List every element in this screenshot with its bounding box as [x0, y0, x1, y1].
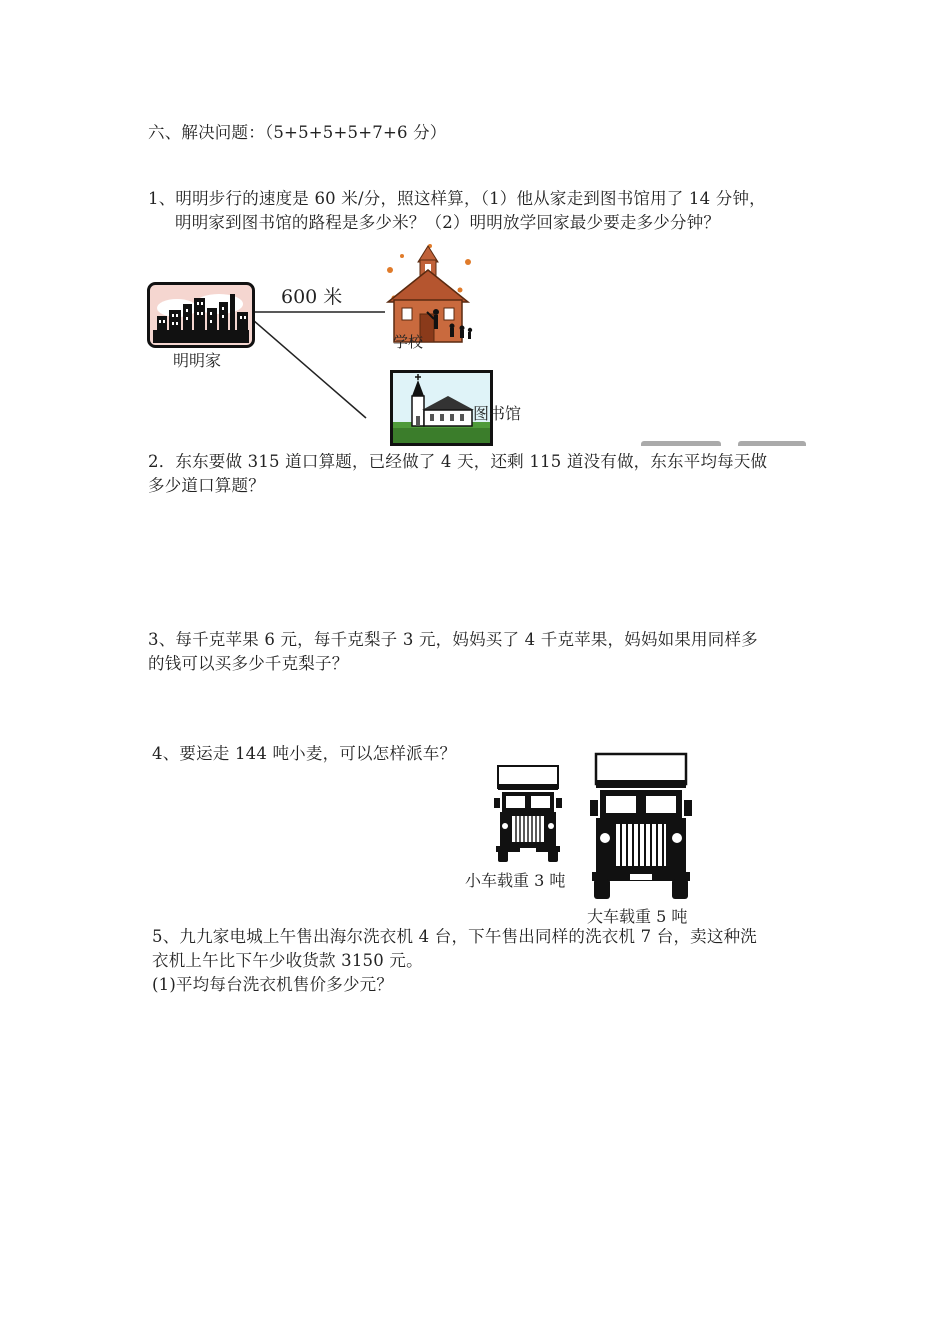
home-label: 明明家 [173, 351, 222, 370]
q2-line1: 2．东东要做 315 道口算题，已经做了 4 天，还剩 115 道没有做，东东平均每天做 [148, 452, 768, 471]
q5-line2: 衣机上午比下午少收货款 3150 元。 [152, 951, 423, 970]
home-city-icon [147, 282, 255, 348]
library-label: 图书馆 [473, 404, 522, 423]
grey-tab-left [641, 441, 721, 446]
school-label: 学校 [393, 333, 424, 351]
small-truck-icon [492, 764, 564, 864]
q2-line2: 多少道口算题？ [148, 476, 265, 495]
q3-line1: 3、每千克苹果 6 元，每千克梨子 3 元，妈妈买了 4 千克苹果，妈妈如果用同样多 [148, 630, 758, 649]
section-title: 六、解决问题：（5+5+5+5+7+6 分） [148, 123, 447, 142]
school-icon [380, 240, 478, 345]
big-truck-label: 大车载重 5 吨 [587, 907, 688, 926]
q5-sub1: (1)平均每台洗衣机售价多少元？ [152, 975, 394, 994]
grey-tab-right [738, 441, 806, 446]
q4-line1: 4、要运走 144 吨小麦，可以怎样派车？ [152, 744, 457, 763]
q5-line1: 5、九九家电城上午售出海尔洗衣机 4 台，下午售出同样的洗衣机 7 台，卖这种洗 [152, 927, 757, 946]
big-truck-icon [588, 752, 694, 902]
distance-label: 600 米 [281, 286, 343, 308]
q3-line2: 的钱可以买多少千克梨子？ [148, 654, 349, 673]
q1-line1: 1、明明步行的速度是 60 米/分，照这样算，（1）他从家走到图书馆用了 14 分钟， [148, 189, 766, 208]
small-truck-label: 小车载重 3 吨 [465, 871, 566, 890]
q1-line2: 明明家到图书馆的路程是多少米？（2）明明放学回家最少要走多少分钟？ [175, 213, 721, 232]
